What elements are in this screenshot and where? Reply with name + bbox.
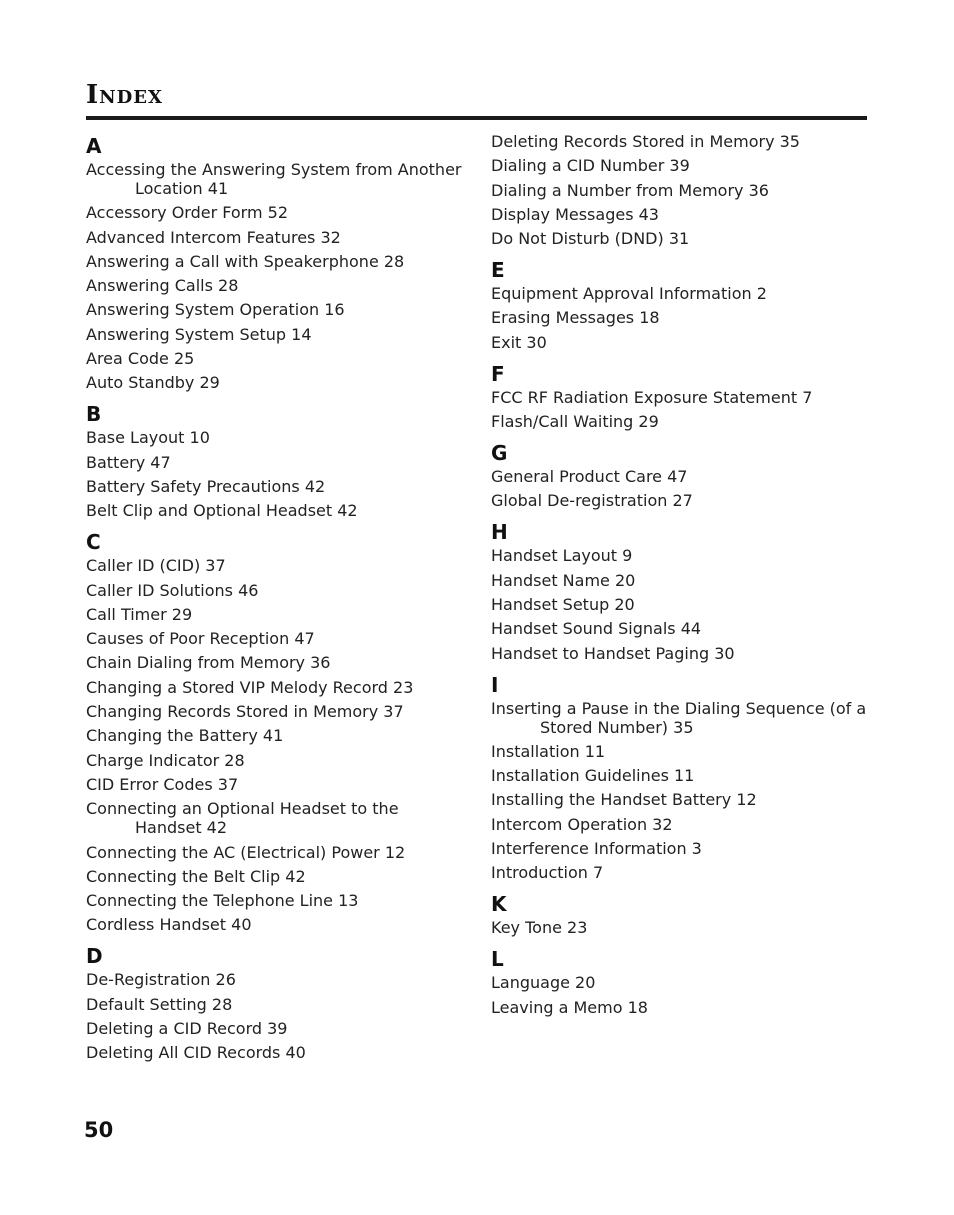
index-entry: Answering System Operation 16 (86, 300, 345, 320)
index-entry: Connecting the Belt Clip 42 (86, 866, 306, 886)
index-column-left (86, 130, 464, 1068)
index-entry: Inserting a Pause in the Dialing Sequence (of a Stored Number) 35 (491, 698, 867, 737)
index-entry: Caller ID (CID) 37 (86, 556, 226, 576)
index-entry: Answering a Call with Speakerphone 28 (86, 251, 405, 271)
index-entry: Changing a Stored VIP Melody Record 23 (86, 677, 414, 697)
index-entry: Display Messages 43 (491, 204, 659, 224)
section-letter: K (491, 892, 507, 917)
section-letter: E (491, 258, 505, 283)
index-entry: Default Setting 28 (86, 994, 233, 1014)
index-column-right (491, 132, 869, 1022)
index-section (491, 892, 869, 937)
index-entry: CID Error Codes 37 (86, 774, 239, 794)
index-entry: Caller ID Solutions 46 (86, 580, 259, 600)
section-letter: F (491, 361, 505, 386)
index-entry: Accessory Order Form 52 (86, 203, 288, 223)
section-letter: D (86, 944, 103, 969)
index-entry: Deleting a CID Record 39 (86, 1019, 288, 1039)
section-letter: G (491, 441, 508, 466)
index-entry: Erasing Messages 18 (491, 308, 660, 328)
index-section (491, 258, 869, 352)
index-entry: Battery Safety Precautions 42 (86, 476, 326, 496)
index-entry: Changing the Battery 41 (86, 726, 284, 746)
index-entry: Installation 11 (491, 741, 606, 761)
index-section (491, 947, 869, 1016)
index-entry: Equipment Approval Information 2 (491, 284, 767, 304)
index-section (491, 132, 869, 248)
index-entry: Causes of Poor Reception 47 (86, 629, 315, 649)
index-entry: General Product Care 47 (491, 467, 688, 487)
section-letter: I (491, 672, 499, 697)
index-entry: Cordless Handset 40 (86, 915, 252, 935)
index-entry: Handset Setup 20 (491, 594, 635, 614)
page-number: 50 (84, 1118, 114, 1142)
index-entry: Advanced Intercom Features 32 (86, 227, 341, 247)
page-title: Index (86, 80, 163, 110)
index-entry: Handset Name 20 (491, 570, 636, 590)
index-section (86, 134, 464, 392)
index-entry: Introduction 7 (491, 863, 604, 883)
index-section (86, 530, 464, 934)
section-letter: A (86, 134, 102, 158)
index-entry: Key Tone 23 (491, 918, 588, 938)
index-entry: Battery 47 (86, 452, 171, 472)
index-entry: Changing Records Stored in Memory 37 (86, 702, 404, 722)
index-entry: Answering Calls 28 (86, 276, 239, 296)
index-entry: Installing the Handset Battery 12 (491, 790, 757, 810)
index-section (491, 673, 869, 883)
index-entry: Deleting Records Stored in Memory 35 (491, 132, 800, 151)
index-entry: FCC RF Radiation Exposure Statement 7 (491, 387, 813, 407)
index-entry: Charge Indicator 28 (86, 750, 245, 770)
index-entry: Area Code 25 (86, 349, 195, 369)
section-letter: B (86, 402, 102, 427)
index-entry: Answering System Setup 14 (86, 324, 312, 344)
index-entry: Connecting an Optional Headset to the Handset 42 (86, 799, 399, 838)
title-rule (86, 116, 867, 120)
index-entry: Dialing a CID Number 39 (491, 156, 690, 176)
index-entry: Installation Guidelines 11 (491, 766, 695, 786)
index-entry: Handset to Handset Paging 30 (491, 643, 735, 663)
index-entry: Connecting the AC (Electrical) Power 12 (86, 842, 406, 862)
index-entry: Flash/Call Waiting 29 (491, 412, 659, 432)
index-entry: Do Not Disturb (DND) 31 (491, 229, 690, 249)
index-entry: Leaving a Memo 18 (491, 997, 648, 1017)
section-letter: H (491, 520, 508, 545)
index-entry: Auto Standby 29 (86, 373, 220, 393)
index-entry: Handset Layout 9 (491, 546, 633, 566)
index-entry: Base Layout 10 (86, 428, 210, 448)
index-entry: Chain Dialing from Memory 36 (86, 653, 331, 673)
section-letter: C (86, 530, 101, 555)
index-entry: Dialing a Number from Memory 36 (491, 180, 769, 200)
index-entry: Handset Sound Signals 44 (491, 619, 702, 639)
index-section (491, 441, 869, 510)
index-entry: Interference Information 3 (491, 839, 702, 859)
index-entry: Accessing the Answering System from Another Location 41 (86, 160, 462, 198)
index-section (86, 402, 464, 520)
index-section (491, 520, 869, 662)
section-letter: L (491, 947, 504, 972)
index-entry: Intercom Operation 32 (491, 814, 673, 834)
index-entry: Deleting All CID Records 40 (86, 1043, 306, 1063)
index-entry: Global De-registration 27 (491, 491, 693, 511)
index-section (86, 944, 464, 1062)
index-entry: Exit 30 (491, 332, 547, 352)
index-entry: Connecting the Telephone Line 13 (86, 891, 359, 911)
index-entry: Language 20 (491, 973, 596, 993)
index-entry: De-Registration 26 (86, 970, 236, 990)
index-entry: Call Timer 29 (86, 604, 193, 624)
index-entry: Belt Clip and Optional Headset 42 (86, 501, 358, 521)
index-section (491, 362, 869, 431)
